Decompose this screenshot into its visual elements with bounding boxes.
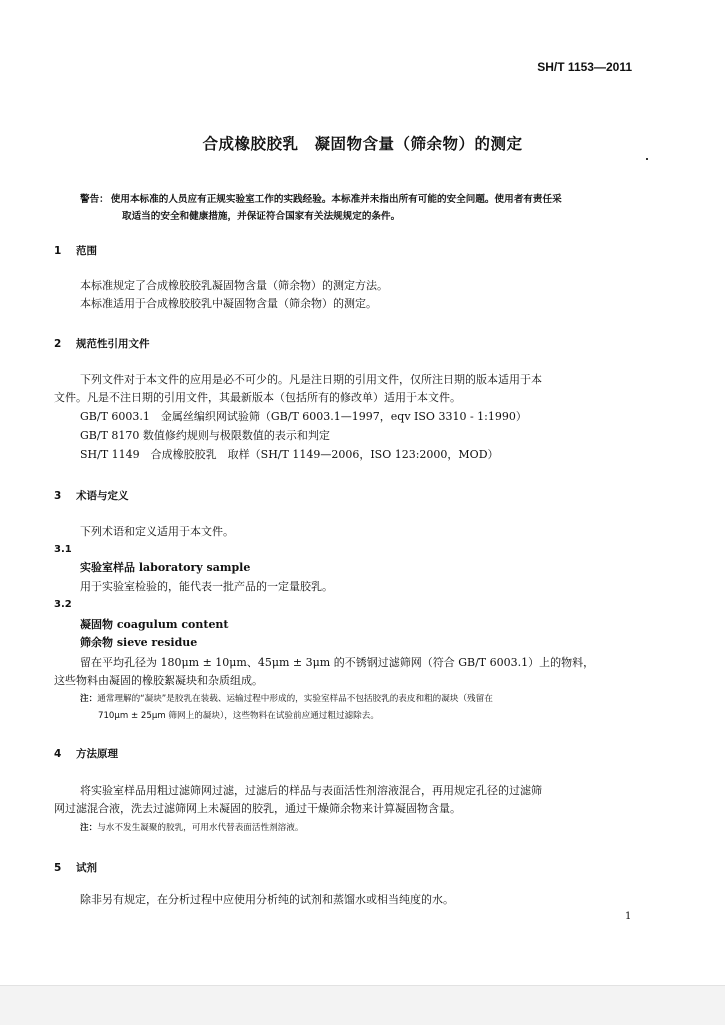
section-4-note — [80, 821, 303, 835]
section-3-note — [80, 692, 493, 706]
warning-label: 警告： — [80, 194, 109, 205]
section-number: 1 — [54, 245, 62, 257]
term-coagulum-definition-line-2: 这些物料由凝固的橡胶絮凝块和杂质组成。 — [54, 674, 263, 687]
note-label: 注： — [80, 823, 98, 833]
term-coagulum-content: 凝固物 coagulum content — [80, 618, 229, 631]
section-1-paragraph-2: 本标准适用于合成橡胶胶乳中凝固物含量（筛余物）的测定。 — [80, 297, 377, 310]
section-4-paragraph-line-1: 将实验室样品用粗过滤筛网过滤，过滤后的样品与表面活性剂溶液混合，再用规定孔径的过滤筛 — [80, 784, 542, 797]
warning-line-1: 使用本标准的人员应有正规实验室工作的实践经验。本标准并未指出所有可能的安全问题。使用者有责任采 — [110, 194, 562, 205]
term-coagulum-definition-line-1: 留在平均孔径为 180μm ± 10μm、45μm ± 3μm 的不锈钢过滤筛网（符合 GB/T 6003.1）上的物料， — [80, 656, 595, 669]
section-number: 5 — [54, 862, 62, 874]
section-number: 3 — [54, 490, 62, 502]
normative-reference-3: SH/T 1149 合成橡胶胶乳 取样（SH/T 1149—2006，ISO 123:2000，MOD） — [80, 448, 499, 461]
section-title: 试剂 — [76, 862, 97, 874]
term-sieve-residue: 筛余物 sieve residue — [80, 636, 198, 649]
section-title: 范围 — [76, 245, 97, 257]
section-2-paragraph-line-2: 文件。凡是不注日期的引用文件，其最新版本（包括所有的修改单）适用于本文件。 — [54, 391, 461, 404]
section-1-paragraph-1: 本标准规定了合成橡胶胶乳凝固物含量（筛余物）的测定方法。 — [80, 279, 388, 292]
section-5-paragraph: 除非另有规定，在分析过程中应使用分析纯的试剂和蒸馏水或相当纯度的水。 — [80, 893, 454, 906]
normative-reference-1: GB/T 6003.1 金属丝编织网试验筛（GB/T 6003.1—1997，eqv ISO 3310 - 1:1990） — [80, 410, 527, 423]
page-number: 1 — [625, 911, 632, 922]
section-3-heading — [54, 488, 129, 503]
section-title: 方法原理 — [76, 748, 118, 760]
section-title: 规范性引用文件 — [76, 338, 150, 350]
standard-code: SH/T 1153—2011 — [537, 60, 632, 74]
section-3-intro: 下列术语和定义适用于本文件。 — [80, 525, 234, 538]
section-number: 4 — [54, 748, 62, 760]
section-2-paragraph-line-1: 下列文件对于本文件的应用是必不可少的。凡是注日期的引用文件，仅所注日期的版本适用于本 — [80, 373, 542, 386]
term-laboratory-sample: 实验室样品 laboratory sample — [80, 561, 251, 574]
section-5-heading — [54, 860, 97, 875]
clause-3-1-number: 3.1 — [54, 544, 72, 555]
section-number: 2 — [54, 338, 62, 350]
section-title: 术语与定义 — [76, 490, 129, 502]
section-1-heading — [54, 243, 97, 258]
section-4-paragraph-line-2: 网过滤混合液，洗去过滤筛网上未凝固的胶乳，通过干燥筛余物来计算凝固物含量。 — [54, 802, 461, 815]
note-text: 与水不发生凝聚的胶乳，可用水代替表面活性剂溶液。 — [97, 823, 304, 833]
section-2-heading — [54, 336, 150, 351]
scan-artifact-dot — [646, 158, 648, 160]
clause-3-2-number: 3.2 — [54, 599, 72, 610]
normative-reference-2: GB/T 8170 数值修约规则与极限数值的表示和判定 — [80, 429, 330, 442]
document-title: 合成橡胶胶乳 凝固物含量（筛余物）的测定 — [202, 135, 523, 153]
section-3-note-line-2: 710μm ± 25μm 筛网上的凝块），这些物料在试验前应通过粗过滤除去。 — [98, 711, 379, 721]
note-label: 注： — [80, 694, 98, 704]
viewer-bottom-margin — [0, 985, 725, 1025]
note-line-1: 通常理解的“凝块”是胶乳在装载、运输过程中形成的，实验室样品不包括胶乳的表皮和粗的凝块（残留在 — [97, 694, 493, 704]
warning-line-2: 取适当的安全和健康措施，并保证符合国家有关法规规定的条件。 — [122, 211, 401, 222]
term-laboratory-sample-definition: 用于实验室检验的，能代表一批产品的一定量胶乳。 — [80, 580, 333, 593]
section-4-heading — [54, 746, 118, 761]
warning-block — [80, 191, 640, 225]
